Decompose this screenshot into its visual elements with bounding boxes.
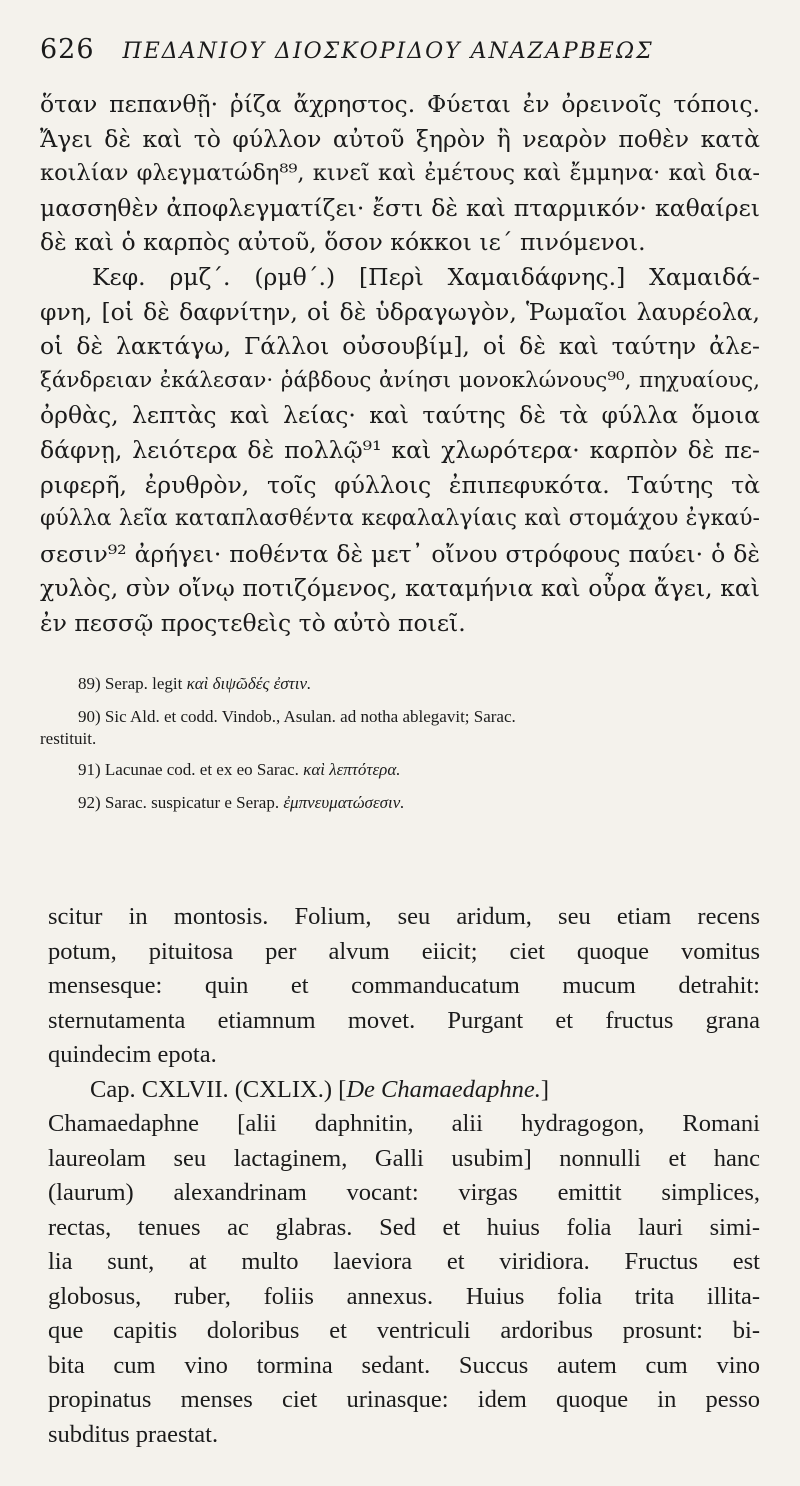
latin-chapter-heading — [48, 1073, 760, 1108]
greek-line: φύλλα λεῖα καταπλασθέντα κεφαλαλγίαις καὶ στομάχου ἐγκαύ- — [40, 506, 760, 532]
greek-line: κοιλίαν φλεγματώδη⁸⁹, κινεῖ καὶ ἐμέτους καὶ ἔμμηνα· καὶ δια- — [40, 160, 760, 187]
footnote-text: Sarac. suspicatur e Serap. — [104, 792, 280, 812]
latin-heading-prefix: Cap. CXLVII. (CXLIX.) [ — [90, 1075, 347, 1103]
greek-line: ἐν πεσσῷ προςτεθεὶς τὸ αὐτὸ ποιεῖ. — [40, 608, 466, 637]
footnote-greek: ἐμπνευματώσεσιν. — [283, 792, 405, 812]
latin-line: subditus praestat. — [48, 1420, 219, 1448]
page-number: 626 — [40, 34, 95, 65]
footnote-greek: καὶ διψῶδές ἐστιν. — [186, 673, 312, 693]
latin-heading-close: ] — [540, 1075, 550, 1103]
footnote-89 — [78, 667, 760, 700]
latin-line: sternutamenta etiamnum movet. Purgant et fructus grana — [48, 1006, 760, 1034]
greek-line: Ἄγει δὲ καὶ τὸ φύλλον αὐτοῦ ξηρὸν ἢ νεαρὸν ποθὲν κατὰ — [40, 124, 760, 153]
greek-chapter-heading: Κεφ. ρμζ΄. (ρμθ΄.) [Περὶ Χαμαιδάφνης.] Χαμαιδά- — [92, 262, 760, 291]
greek-line: σεσιν⁹² ἀρήγει· ποθέντα δὲ μετ᾽ οἴνου στρόφους παύει· ὁ δὲ — [40, 539, 760, 568]
greek-line: δάφνῃ, λειότερα δὲ πολλῷ⁹¹ καὶ χλωρότερα· καρπὸν δὲ πε- — [40, 435, 760, 464]
footnote-label: 92) — [78, 792, 101, 812]
greek-line: φνη, [οἱ δὲ δαφνίτην, οἱ δὲ ὑδραγωγὸν, Ῥωμαῖοι λαυρέολα, — [40, 297, 760, 326]
footnotes — [40, 667, 760, 819]
greek-line: ριφερῆ, ἐρυθρὸν, τοῖς φύλλοις ἐπιπεφυκότα. Ταύτης τὰ — [40, 470, 760, 499]
footnote-92 — [78, 786, 760, 819]
footnote-continuation: restituit. — [40, 728, 97, 748]
footnote-label: 89) — [78, 673, 101, 693]
footnote-text: Sic Ald. et codd. Vindob., Asulan. ad notha ablegavit; Sarac. — [104, 706, 516, 726]
latin-line: potum, pituitosa per alvum eiicit; ciet quoque vomitus — [48, 937, 760, 965]
footnote-greek: καὶ λεπτότερα. — [303, 759, 401, 779]
greek-line: μασσηθὲν ἀποφλεγματίζει· ἔστι δὲ καὶ πταρμικόν· καθαίρει — [40, 193, 760, 222]
latin-line: lia sunt, at multo laeviora et viridiora. Fructus est — [48, 1248, 760, 1275]
latin-translation — [48, 900, 760, 1452]
greek-line: χυλὸς, σὺν οἴνῳ ποτιζόμενος, καταμήνια καὶ οὖρα ἄγει, καὶ — [40, 574, 760, 603]
greek-line: ὀρθὰς, λεπτὰς καὶ λείας· καὶ ταύτης δὲ τὰ φύλλα ὅμοια — [40, 401, 760, 430]
page-header — [40, 34, 760, 65]
latin-heading-title: De Chamaedaphne. — [346, 1075, 541, 1103]
latin-line: propinatus menses ciet urinasque: idem quoque in pesso — [48, 1386, 760, 1413]
greek-text — [40, 87, 760, 641]
latin-line: quindecim epota. — [48, 1041, 217, 1068]
latin-line: scitur in montosis. Folium, seu aridum, seu etiam recens — [48, 903, 760, 930]
greek-line: οἱ δὲ λακτάγω, Γάλλοι οὐσουβίμ], οἱ δὲ καὶ ταύτην ἀλε- — [40, 332, 760, 361]
greek-line: ὅταν πεπανθῇ· ῥίζα ἄχρηστος. Φύεται ἐν ὀρεινοῖς τόποις. — [40, 90, 760, 118]
latin-line: mensesque: quin et commanducatum mucum detrahit: — [48, 972, 760, 999]
footnote-label: 91) — [78, 759, 101, 779]
latin-line: laureolam seu lactaginem, Galli usubim] nonnulli et hanc — [48, 1144, 760, 1172]
footnote-text: Serap. legit — [104, 673, 183, 693]
footnote-91 — [78, 753, 760, 786]
latin-line: que capitis doloribus et ventriculi ardoribus prosunt: bi- — [48, 1317, 760, 1344]
running-head: ΠΕΔΑΝΙΟΥ ΔΙΟΣΚΟΡΙΔΟΥ ΑΝΑΖΑΡΒΕΩΣ — [122, 39, 654, 64]
latin-line: globosus, ruber, foliis annexus. Huius folia trita illita- — [48, 1282, 760, 1310]
latin-line: bita cum vino tormina sedant. Succus autem cum vino — [48, 1351, 760, 1379]
greek-line: ξάνδρειαν ἐκάλεσαν· ῥάβδους ἀνίησι μονοκλώνους⁹⁰, πηχυαίους, — [40, 367, 760, 393]
footnote-text: Lacunae cod. et ex eo Sarac. — [104, 759, 299, 779]
latin-line: Chamaedaphne [alii daphnitin, alii hydragogon, Romani — [48, 1110, 760, 1137]
latin-line: (laurum) alexandrinam vocant: virgas emittit simplices, — [48, 1179, 760, 1206]
latin-line: rectas, tenues ac glabras. Sed et huius folia lauri simi- — [48, 1213, 760, 1241]
footnote-label: 90) — [78, 706, 101, 726]
greek-line: δὲ καὶ ὁ καρπὸς αὐτοῦ, ὅσον κόκκοι ιε΄ πινόμενοι. — [40, 228, 646, 257]
